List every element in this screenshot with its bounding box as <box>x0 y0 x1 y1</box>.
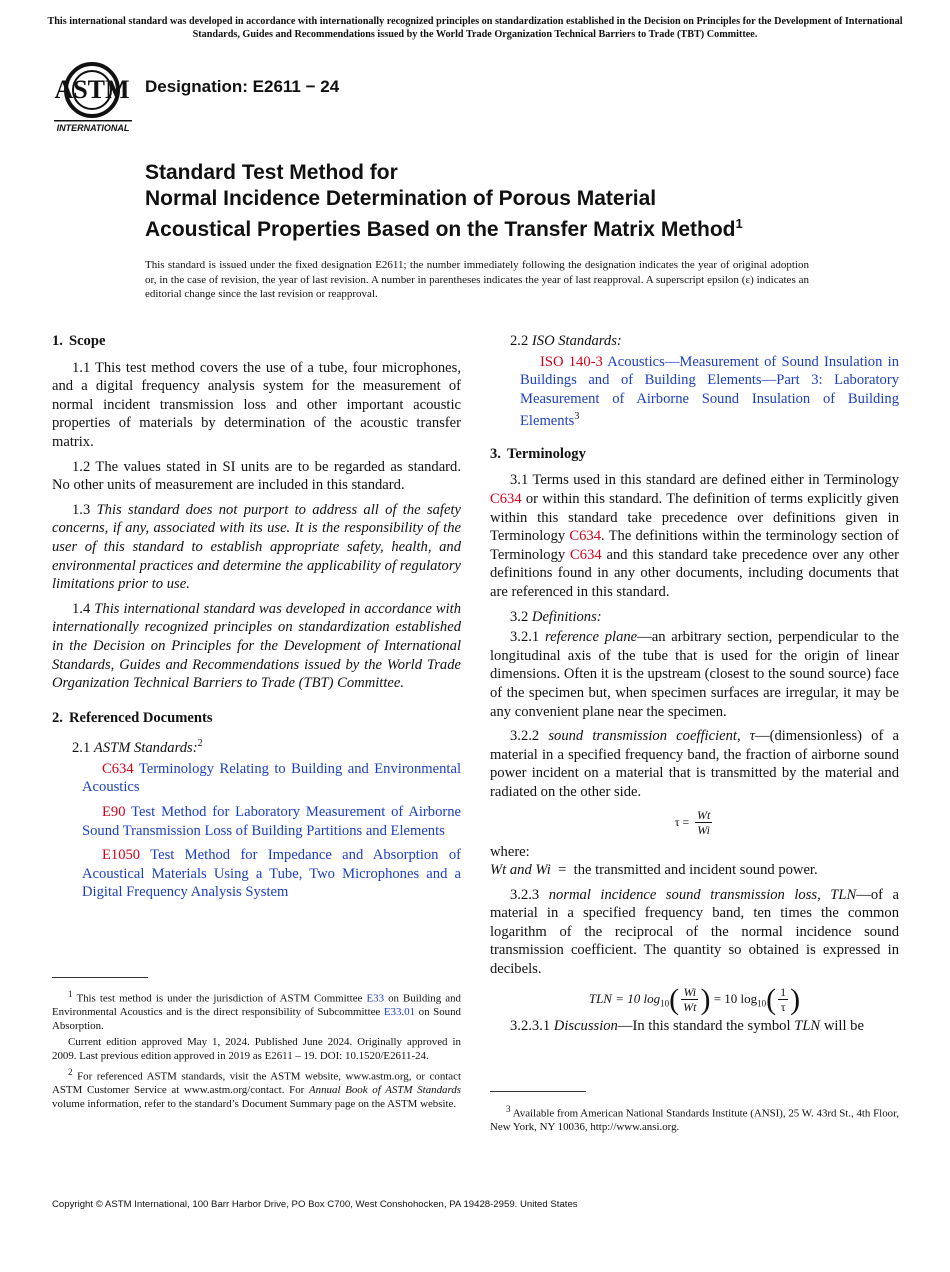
section-number: 1. <box>52 333 63 349</box>
equation-2: TLN = 10 $\log_{10}$( $\frac{Wi}{Wt}$ ) = 10 $\log_{10}$( $\frac{1}{\tau}$ ) <box>588 982 801 1016</box>
symbol: TLN <box>794 1017 821 1034</box>
subcommittee-link[interactable]: E33.01 <box>383 1006 416 1019</box>
fraction-denominator: Wi <box>697 822 710 837</box>
where-term: Wt and Wi <box>490 862 551 879</box>
paragraph-number: 3.2.3.1 <box>510 1017 551 1034</box>
definition-text: —an arbitrary section, perpendicular to the longitudinal axis of the tube that is used for the origin of linear dimensions. Often it is the upstream (closest to the sound source) face of the specimen but, when specimen surfaces are irregular, it may be any convenient plane near the specimen. <box>490 629 899 720</box>
reference-e90[interactable] <box>66 803 461 840</box>
c634-link[interactable]: C634 <box>490 491 522 508</box>
where-label: where: <box>490 843 530 860</box>
paragraph-number: 3.2.1 <box>510 629 540 646</box>
reference-title-link[interactable]: Test Method for Laboratory Measurement of Airborne Sound Transmission Loss of Building Partitions and Elements <box>82 803 462 839</box>
right-footnotes <box>490 1103 899 1137</box>
subsection-label: Definitions: <box>531 608 602 625</box>
reference-title-link[interactable]: Acoustics—Measurement of Sound Insulation in Buildings and of Building Elements—Part 3: Laboratory Measurement of Airborne Sound Insulation of Building Elements <box>520 353 899 430</box>
equation-fraction <box>778 985 788 1014</box>
footnote-rule <box>52 977 148 978</box>
paragraph-3-2-1 <box>490 628 899 721</box>
paragraph-text: This standard does not purport to address all of the safety concerns, if any, associated with its use. It is the responsibility of the user of this standard to establish appropriate safety, health, and environmental practices and determine the applicability of regulatory limitations prior to use. <box>52 501 461 593</box>
paragraph-2-1 <box>52 735 461 757</box>
footnote-3 <box>490 1103 899 1135</box>
left-footnotes <box>52 988 461 1114</box>
where-equals: = <box>558 862 567 879</box>
title-line-1: Standard Test Method for <box>145 161 398 184</box>
paragraph-number: 2.1 <box>72 740 91 757</box>
footnote-text: Available from American National Standards Institute (ANSI), 25 W. 43rd St., 4th Floor, New York, NY 10036, http://www.ansi.org. <box>490 1107 899 1134</box>
equation-fraction <box>695 808 712 837</box>
definition-text: —(dimensionless) of a material in a specified frequency band, the fraction of airborne sound power incident on a material that is transmitted by the material and radiated on the other side. <box>490 728 899 800</box>
paragraph-text: —In this standard the symbol <box>617 1017 791 1034</box>
paragraph-1-1: 1.1 This test method covers the use of a tube, four microphones, and a digital frequency analysis system for the measurement of normal incident transmission loss and other important acoustic properties of materials by determination of the acoustic transfer matrix. <box>52 359 461 450</box>
reference-c634[interactable] <box>66 760 461 797</box>
c634-link[interactable]: C634 <box>570 546 602 563</box>
astm-logo-mark <box>52 58 136 134</box>
top-note: This international standard was developed in accordance with internationally recognized principles on standardization established in the Decision on Principles for the Development of International Standards, Guides and Recommendations issued by the World Trade Organization Technical Barriers to Trade (TBT) Committee. <box>47 16 903 40</box>
equation-lhs: TLN = 10 log <box>588 990 661 1006</box>
paragraph-3-1 <box>490 471 899 601</box>
reference-title-link[interactable]: Terminology Relating to Building and Environmental Acoustics <box>82 760 461 796</box>
title-line-2: Normal Incidence Determination of Porous Material <box>145 186 657 210</box>
reference-code-link[interactable]: ISO 140-3 <box>540 353 603 370</box>
footnote-text: on Building and Environmental Acoustics and is the direct responsibility of Subcommittee <box>52 992 461 1019</box>
fraction-numerator: Wi <box>681 985 698 1000</box>
reference-code-link[interactable]: E90 <box>102 803 126 820</box>
paragraph-text: will be <box>823 1017 864 1034</box>
reference-code-link[interactable]: E1050 <box>102 847 141 864</box>
section-number: 2. <box>52 709 63 726</box>
footnote-text: For referenced ASTM standards, visit the ASTM website, www.astm.org, or contact ASTM Customer Service at www.astm.org/contact. For <box>52 1070 461 1097</box>
document-title <box>145 160 905 243</box>
defined-term: sound transmission coefficient, τ <box>548 728 755 745</box>
reference-title-link[interactable]: Test Method for Impedance and Absorption of Acoustical Materials Using a Tube, Two Microphones and a Digital Frequency Analysis System <box>82 847 461 901</box>
footnote-marker: 2 <box>197 738 203 750</box>
paragraph-number: 3.2.2 <box>510 728 540 745</box>
where-text: the transmitted and incident sound power. <box>573 862 818 879</box>
footnote-rule <box>490 1091 586 1092</box>
reference-e1050[interactable] <box>66 846 461 902</box>
paragraph-3-2-3 <box>490 886 899 979</box>
footnote-text: on Sound Absorption. <box>52 1006 461 1033</box>
footnote-text: volume information, refer to the standard’s Document Summary page on the ASTM website. <box>52 1097 457 1110</box>
title-footnote-marker: 1 <box>735 216 743 231</box>
where-definition <box>490 861 899 880</box>
copyright: Copyright © ASTM International, 100 Barr Harbor Drive, PO Box C700, West Conshohocken, PA 19428-2959. United States <box>52 1199 578 1210</box>
footnote-text: This test method is under the jurisdiction of ASTM Committee <box>76 992 363 1005</box>
paragraph-text: or within this standard. The definition of terms explicitly given within this standard take precedence over definitions given in Terminology <box>490 491 899 545</box>
defined-term: Discussion <box>553 1017 618 1034</box>
footnote-marker: 2 <box>68 1066 73 1077</box>
title-line-3 <box>145 211 905 243</box>
astm-logo <box>52 58 136 134</box>
equation-middle: = 10 log <box>713 990 758 1006</box>
committee-link[interactable]: E33 <box>366 992 385 1005</box>
footnote-1 <box>52 988 461 1034</box>
paragraph-number: 2.2 <box>510 333 529 349</box>
equation-lhs: τ = <box>674 814 690 829</box>
paragraph-number: 1.3 <box>72 501 91 518</box>
section-title: Referenced Documents <box>68 709 213 726</box>
log-base: 10 <box>757 998 767 1009</box>
defined-term: reference plane <box>544 629 638 646</box>
paragraph-number: 3.2 <box>510 608 529 625</box>
c634-link[interactable]: C634 <box>569 528 602 545</box>
footnote-marker: 3 <box>574 411 580 423</box>
paragraph-text: 3.1 Terms used in this standard are defined either in Terminology <box>510 472 899 489</box>
subsection-label: ISO Standards: <box>531 333 622 349</box>
equation-fraction <box>681 985 698 1014</box>
paragraph-1-3 <box>52 501 461 594</box>
definition-text: —of a material in a specified frequency band, ten times the common logarithm of the reciprocal of the normal incidence sound transmission coefficient. The quantity so obtained is expressed in decibels. <box>490 886 899 978</box>
reference-code-link[interactable]: C634 <box>102 760 134 777</box>
paragraph-2-2 <box>490 332 899 351</box>
footnote-2 <box>52 1066 461 1112</box>
section-number: 3. <box>490 445 501 462</box>
intro-paragraph: This standard is issued under the fixed designation E2611; the number immediately following the designation indicates the year of original adoption or, in the case of revision, the year of last revision. A number in parentheses indicates the year of last reapproval. A superscript epsilon (ε) indicates an editorial change since the last revision or reapproval. <box>145 259 809 301</box>
right-column <box>490 332 899 1041</box>
footnote-1-edition: Current edition approved May 1, 2024. Published June 2024. Originally approved in 2009. Last previous edition approved in 2019 as E2611 – 19. DOI: 10.1520/E2611-24. <box>52 1036 461 1062</box>
logo-text: INTERNATIONAL <box>56 123 130 133</box>
paragraph-number: 3.2.3 <box>510 886 540 903</box>
paragraph-1-4 <box>52 600 461 693</box>
section-heading-referenced-documents <box>52 709 461 728</box>
fraction-numerator: 1 <box>780 985 787 1000</box>
fraction-denominator: τ <box>780 1000 786 1015</box>
section-heading-scope <box>52 332 461 351</box>
footnote-italic: Annual Book of ASTM Standards <box>309 1084 462 1097</box>
paragraph-text: and this standard take precedence over any other definitions found in any other documents, including documents that are referenced in this standard. <box>490 546 899 600</box>
log-base: 10 <box>660 998 670 1009</box>
title-line-3-text: Acoustical Properties Based on the Transfer Matrix Method <box>145 218 736 241</box>
paragraph-3-2 <box>490 608 899 627</box>
fraction-numerator: Wt <box>696 807 711 822</box>
paragraph-number: 1.4 <box>72 600 91 617</box>
section-heading-terminology <box>490 445 899 464</box>
equation-1 <box>490 808 899 837</box>
paragraph-1-2: 1.2 The values stated in SI units are to be regarded as standard. No other units of measurement are included in this standard. <box>52 458 461 494</box>
section-title: Scope <box>68 333 106 349</box>
section-title: Terminology <box>506 445 586 462</box>
paragraph-3-2-3-1 <box>490 1017 899 1036</box>
defined-term: normal incidence sound transmission loss, TLN <box>548 886 857 903</box>
subsection-label: ASTM Standards: <box>93 740 198 757</box>
paragraph-text: . The definitions within the terminology section of Terminology <box>490 528 899 563</box>
fraction-denominator: Wt <box>683 1000 697 1015</box>
left-column <box>52 332 461 908</box>
paragraph-3-2-2 <box>490 727 899 801</box>
paragraph-text: This international standard was developed in accordance with internationally recognized principles on standardization established in the Decision on Principles for the Development of International Standards, Guides and Recommendations issued by the World Trade Organization Technical Barriers to Trade (TBT) Committee. <box>52 600 462 692</box>
footnote-marker: 1 <box>68 989 73 999</box>
footnote-marker: 3 <box>506 1104 511 1114</box>
reference-iso-140-3[interactable] <box>504 353 899 431</box>
designation: Designation: E2611 − 24 <box>145 77 340 96</box>
logo-mark-text: ASTM <box>54 75 130 104</box>
